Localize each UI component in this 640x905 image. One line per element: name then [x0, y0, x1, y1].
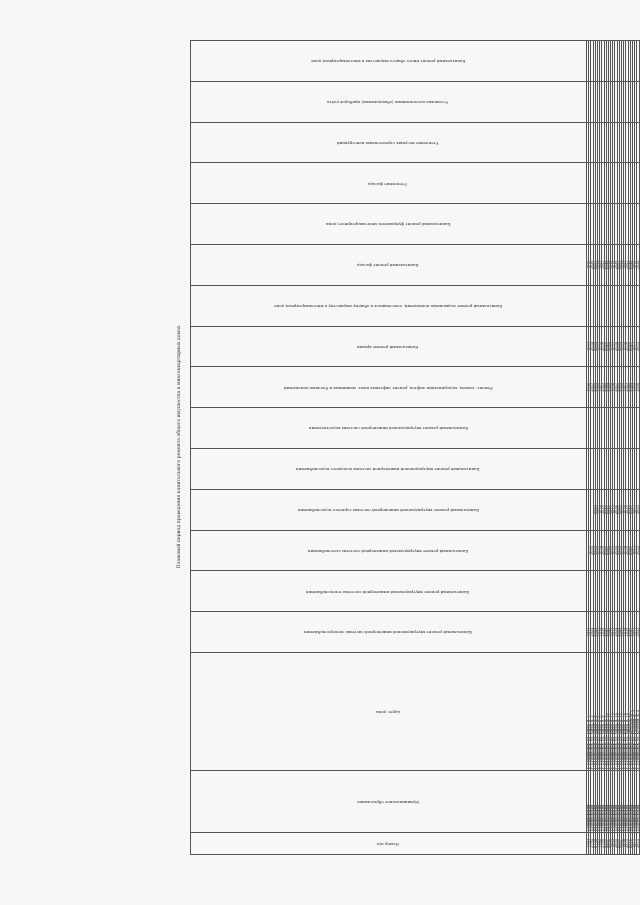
year-cell: 2041	[630, 326, 632, 367]
year-cell: 2042	[608, 326, 610, 367]
row-number-cell: 2815	[637, 833, 639, 855]
year-cell: 2039	[626, 489, 628, 530]
address-cell: г. Буденновск, ул. Мира, д.	[587, 653, 589, 771]
year-cell: 2038	[600, 530, 602, 571]
year-cell: 2042	[632, 612, 634, 653]
year-cell: 2036	[595, 489, 597, 530]
year-cell: 2039	[602, 326, 604, 367]
row-number-cell: 2814	[635, 833, 637, 855]
row-number-cell: 2808	[622, 833, 624, 855]
row-number-cell: 2798	[600, 833, 602, 855]
year-cell: 2041	[606, 489, 608, 530]
year-cell: 2040	[628, 530, 630, 571]
year-cell: 2032	[611, 489, 613, 530]
year-cell: 2036	[589, 367, 591, 408]
header-address: Адрес дома	[191, 653, 587, 771]
year-cell: 2035	[617, 612, 619, 653]
header-heat-insulation: Утепление несущих строительных конструкций	[191, 122, 587, 163]
address-cell: г. Буденновск, ул. Мира, д. 13	[613, 653, 615, 771]
municipality-cell: Буденновский	[622, 771, 624, 833]
municipality-cell: Буденновский	[637, 771, 639, 833]
year-cell: 2039	[619, 367, 621, 408]
year-cell: 2040	[628, 326, 630, 367]
year-cell: 2035	[617, 326, 619, 367]
year-cell: 2037	[597, 530, 599, 571]
row-number-cell: 2797	[597, 833, 599, 855]
year-cell: 2036	[619, 489, 621, 530]
municipality-cell: Буденновский	[635, 771, 637, 833]
municipality-cell: Буденновский	[602, 771, 604, 833]
year-cell: 2040	[604, 530, 606, 571]
year-cell: 2042	[632, 489, 634, 530]
year-cell: 2037	[591, 367, 593, 408]
municipality-cell: Буденновский	[587, 771, 589, 833]
year-cell: 2041	[624, 367, 626, 408]
year-cell: 2032	[635, 612, 637, 653]
year-cell: 2038	[619, 245, 621, 286]
header-row	[191, 41, 587, 855]
year-cell: 2034	[635, 245, 637, 286]
municipality-cell: Буденновский	[611, 771, 613, 833]
year-cell: 2041	[602, 245, 604, 286]
row-number-cell: 2812	[630, 833, 632, 855]
year-cell: 2037	[593, 245, 595, 286]
year-cell: 2040	[624, 245, 626, 286]
address-cell: г. Буденновск, ул. Мира, д. 17	[622, 653, 624, 771]
year-cell: 2039	[626, 530, 628, 571]
year-cell: 2035	[637, 245, 639, 286]
row-number-cell: 2799	[602, 833, 604, 855]
address-cell: г. Буденновск, ул. Мира, д.	[602, 653, 604, 771]
row-number-cell: 2806	[617, 833, 619, 855]
municipality-cell: Буденновский	[595, 771, 597, 833]
year-cell: 2039	[602, 489, 604, 530]
municipality-cell: Буденновский	[617, 771, 619, 833]
repair-schedule-table	[190, 40, 640, 855]
year-cell: 2038	[600, 612, 602, 653]
year-cell: 2035	[635, 367, 637, 408]
year-cell: 2032	[611, 530, 613, 571]
year-cell: 2034	[615, 612, 617, 653]
year-cell: 2042	[608, 489, 610, 530]
header-insulation: Утепление фасада	[191, 163, 587, 204]
table-body	[587, 41, 640, 855]
year-cell: 2034	[615, 530, 617, 571]
municipality-cell: Буденновский	[628, 771, 630, 833]
year-cell: 2036	[595, 612, 597, 653]
year-cell: 2040	[622, 367, 624, 408]
address-cell: г. Буденновск, ул. Мира, д.	[604, 653, 606, 771]
year-cell: 2033	[589, 326, 591, 367]
year-cell: 2040	[600, 245, 602, 286]
year-cell: 2036	[591, 245, 593, 286]
year-cell: 2044	[608, 245, 610, 286]
year-cell: 2033	[613, 612, 615, 653]
row-number-cell: 2805	[615, 833, 617, 855]
year-cell: 2035	[589, 245, 591, 286]
year-cell: 2039	[602, 612, 604, 653]
row-number-cell: 2801	[606, 833, 608, 855]
year-cell: 2040	[604, 612, 606, 653]
year-cell: 2040	[628, 489, 630, 530]
year-cell: 2041	[606, 612, 608, 653]
year-cell: 2041	[600, 367, 602, 408]
year-cell: 2035	[617, 530, 619, 571]
year-cell: 2036	[595, 530, 597, 571]
row-number-cell: 2813	[632, 833, 634, 855]
year-cell: 2043	[604, 367, 606, 408]
header-gas: Капитальный ремонт внутридомовой инженерной системы газоснабжения	[191, 530, 587, 571]
year-cell: 2033	[613, 326, 615, 367]
year-cell: 2042	[632, 326, 634, 367]
row-number-cell: 2793	[589, 833, 591, 855]
year-cell: 2040	[604, 489, 606, 530]
row-number-cell: 2810	[626, 833, 628, 855]
year-cell: 2038	[600, 489, 602, 530]
municipality-cell: Буденновский	[632, 771, 634, 833]
header-electric: Капитальный ремонт внутридомовой инженерной системы электроснабжения	[191, 612, 587, 653]
row-number-cell: 2796	[595, 833, 597, 855]
municipality-cell: Буденновский	[606, 771, 608, 833]
year-cell: 2033	[637, 489, 639, 530]
year-cell: 2034	[591, 326, 593, 367]
year-cell: 2034	[615, 489, 617, 530]
year-cell: 2037	[622, 530, 624, 571]
address-cell: г. Буденновск, ул. Мира, д.	[595, 653, 597, 771]
year-cell: 2033	[613, 489, 615, 530]
year-cell: 2032	[611, 326, 613, 367]
year-cell: 2042	[626, 367, 628, 408]
address-cell: г. Буденновск, ул. Мира, д. 12	[611, 653, 613, 771]
municipality-cell: Буденновский	[600, 771, 602, 833]
header-num: Номер п/п	[191, 833, 587, 855]
address-cell: г. Буденновск, ул. Кочубея, д.	[630, 653, 632, 771]
year-cell: 2033	[637, 612, 639, 653]
year-cell: 2035	[593, 530, 595, 571]
year-cell: 2032	[587, 612, 589, 653]
year-cell: 2040	[604, 326, 606, 367]
address-cell: г. Буденновск, ул. Мира, д.	[589, 653, 591, 771]
year-cell: 2032	[611, 612, 613, 653]
year-cell: 2036	[619, 612, 621, 653]
header-facade: Капитальный ремонт фасада	[191, 245, 587, 286]
address-cell: г. Буденновск, ул. Мира, д. 10	[606, 653, 608, 771]
year-cell: 2037	[622, 489, 624, 530]
year-cell: 2040	[628, 612, 630, 653]
year-cell: 2042	[604, 245, 606, 286]
municipality-cell: Буденновский	[604, 771, 606, 833]
row-number-cell: 2807	[619, 833, 621, 855]
header-hot-water: Капитальный ремонт внутридомовой инженерной системы горячего водоснабжения	[191, 489, 587, 530]
address-cell: г. Буденновск, ул. Мира, д. 16	[619, 653, 621, 771]
address-cell: г. Буденновск, ул. Кочубея, д.	[632, 653, 634, 771]
year-cell: 2038	[617, 367, 619, 408]
year-cell: 2033	[637, 530, 639, 571]
header-roof: Капитальный ремонт крыши	[191, 326, 587, 367]
year-cell: 2036	[615, 245, 617, 286]
year-cell: 2037	[597, 489, 599, 530]
year-cell: 2033	[589, 612, 591, 653]
year-cell: 2035	[613, 245, 615, 286]
header-collective-meters: Установка коллективных (общедомовых) приборов учёта	[191, 81, 587, 122]
year-cell: 2037	[617, 245, 619, 286]
municipality-cell: Буденновский	[626, 771, 628, 833]
year-cell: 2037	[597, 612, 599, 653]
address-cell: г. Буденновск, ул. Мира, д. 14	[615, 653, 617, 771]
year-cell: 2037	[615, 367, 617, 408]
year-cell: 2036	[619, 530, 621, 571]
year-cell: 2038	[624, 612, 626, 653]
year-cell: 2036	[637, 367, 639, 408]
year-cell: 2044	[606, 367, 608, 408]
year-cell: 2033	[589, 530, 591, 571]
municipality-cell: Буденновский	[630, 771, 632, 833]
year-cell: 2045	[608, 367, 610, 408]
year-cell: 2034	[591, 612, 593, 653]
year-cell: 2039	[597, 245, 599, 286]
year-cell: 2038	[595, 245, 597, 286]
year-cell: 2034	[591, 530, 593, 571]
year-cell: 2044	[630, 367, 632, 408]
address-cell: г. Буденновск, ул. Мира, д. 19	[626, 653, 628, 771]
year-cell: 2035	[617, 489, 619, 530]
address-cell: г. Буденновск, ул. Мира, д. 18	[624, 653, 626, 771]
year-cell: 2037	[622, 612, 624, 653]
year-cell: 2032	[635, 489, 637, 530]
address-cell: г. Буденновск, ул. Кочубея, д.	[635, 653, 637, 771]
row-number-cell: 2792	[587, 833, 589, 855]
year-cell: 2038	[600, 326, 602, 367]
year-cell: 2042	[608, 612, 610, 653]
year-cell: 2033	[637, 326, 639, 367]
year-cell: 2033	[613, 530, 615, 571]
year-cell: 2042	[628, 245, 630, 286]
year-cell: 2035	[593, 612, 595, 653]
header-basement: Капитальный ремонт подвальных помещений, относящихся к общему имуществу в многоквартирном доме	[191, 285, 587, 326]
year-cell: 2037	[597, 326, 599, 367]
row-number-cell: 2800	[604, 833, 606, 855]
address-cell: г. Буденновск, ул. Мира, д.	[593, 653, 595, 771]
address-cell: г. Буденновск, ул. Мира, д.	[591, 653, 593, 771]
municipality-cell: Буденновский	[608, 771, 610, 833]
year-cell: 2042	[608, 530, 610, 571]
row-number-cell: 2794	[591, 833, 593, 855]
year-cell: 2041	[606, 326, 608, 367]
year-cell: 2041	[626, 245, 628, 286]
year-cell: 2041	[630, 530, 632, 571]
year-cell: 2044	[632, 245, 634, 286]
year-cell: 2043	[628, 367, 630, 408]
address-cell: г. Буденновск, ул. Кочубея, д.	[637, 653, 639, 771]
sheet-title: Плановый период проведения капитального ремонта общего имущества в многоквартирных домах	[177, 325, 182, 569]
address-cell: г. Буденновск, ул. Мира, д. 15	[617, 653, 619, 771]
year-cell: 2035	[587, 367, 589, 408]
municipality-cell: Буденновский	[619, 771, 621, 833]
year-cell: 2034	[587, 245, 589, 286]
municipality-cell: Буденновский	[597, 771, 599, 833]
year-cell: 2035	[593, 489, 595, 530]
row-number-cell: 2811	[628, 833, 630, 855]
header-other: Капитальный ремонт иного общего имущества в многоквартирном доме	[191, 41, 587, 82]
year-cell: 2045	[632, 367, 634, 408]
header-municipality: Муниципальное образование	[191, 771, 587, 833]
year-cell: 2036	[619, 326, 621, 367]
year-cell: 2042	[632, 530, 634, 571]
year-cell: 2032	[635, 326, 637, 367]
header-cold-water: Капитальный ремонт внутридомовой инженерной системы холодного водоснабжения	[191, 449, 587, 490]
year-cell: 2038	[624, 489, 626, 530]
municipality-cell: Буденновский	[593, 771, 595, 833]
municipality-cell: Буденновский	[589, 771, 591, 833]
year-cell: 2034	[611, 245, 613, 286]
year-cell: 2041	[630, 489, 632, 530]
year-cell: 2035	[611, 367, 613, 408]
row-number-cell: 2809	[624, 833, 626, 855]
municipality-cell: Буденновский	[615, 771, 617, 833]
year-cell: 2039	[622, 245, 624, 286]
year-cell: 2036	[595, 326, 597, 367]
header-heat: Капитальный ремонт внутридомовой инженерной системы теплоснабжения	[191, 571, 587, 612]
municipality-cell: Буденновский	[591, 771, 593, 833]
year-cell: 2041	[630, 612, 632, 653]
year-cell: 2039	[626, 326, 628, 367]
header-sewage: Капитальный ремонт внутридомовой инженерной системы водоотведения	[191, 408, 587, 449]
year-cell: 2042	[602, 367, 604, 408]
address-cell: г. Буденновск, ул. Мира, д. 20	[628, 653, 630, 771]
municipality-cell: Буденновский	[613, 771, 615, 833]
header-foundation: Капитальный ремонт фундамента многоквартирного дома	[191, 204, 587, 245]
year-cell: 2038	[624, 530, 626, 571]
year-cell: 2038	[593, 367, 595, 408]
year-cell: 2038	[624, 326, 626, 367]
year-cell: 2034	[615, 326, 617, 367]
year-cell: 2036	[613, 367, 615, 408]
year-cell: 2041	[606, 530, 608, 571]
row-number-cell: 2795	[593, 833, 595, 855]
year-cell: 2035	[593, 326, 595, 367]
year-cell: 2043	[606, 245, 608, 286]
header-elevator: Ремонт, замена, модернизация лифтов, ремонт лифтовых шахт, машинных и блочных помещений	[191, 367, 587, 408]
year-cell: 2037	[622, 326, 624, 367]
year-cell: 2032	[587, 326, 589, 367]
address-cell: г. Буденновск, ул. Мира, д.	[597, 653, 599, 771]
municipality-cell: Буденновский	[624, 771, 626, 833]
row-number-cell: 2802	[608, 833, 610, 855]
year-cell: 2039	[602, 530, 604, 571]
year-cell: 2039	[595, 367, 597, 408]
year-cell: 2040	[597, 367, 599, 408]
address-cell: г. Буденновск, ул. Мира, д. 11	[608, 653, 610, 771]
row-number-cell: 2803	[611, 833, 613, 855]
year-cell: 2043	[630, 245, 632, 286]
address-cell: г. Буденновск, ул. Мира, д.	[600, 653, 602, 771]
year-cell: 2039	[626, 612, 628, 653]
row-number-cell: 2804	[613, 833, 615, 855]
year-cell: 2032	[635, 530, 637, 571]
